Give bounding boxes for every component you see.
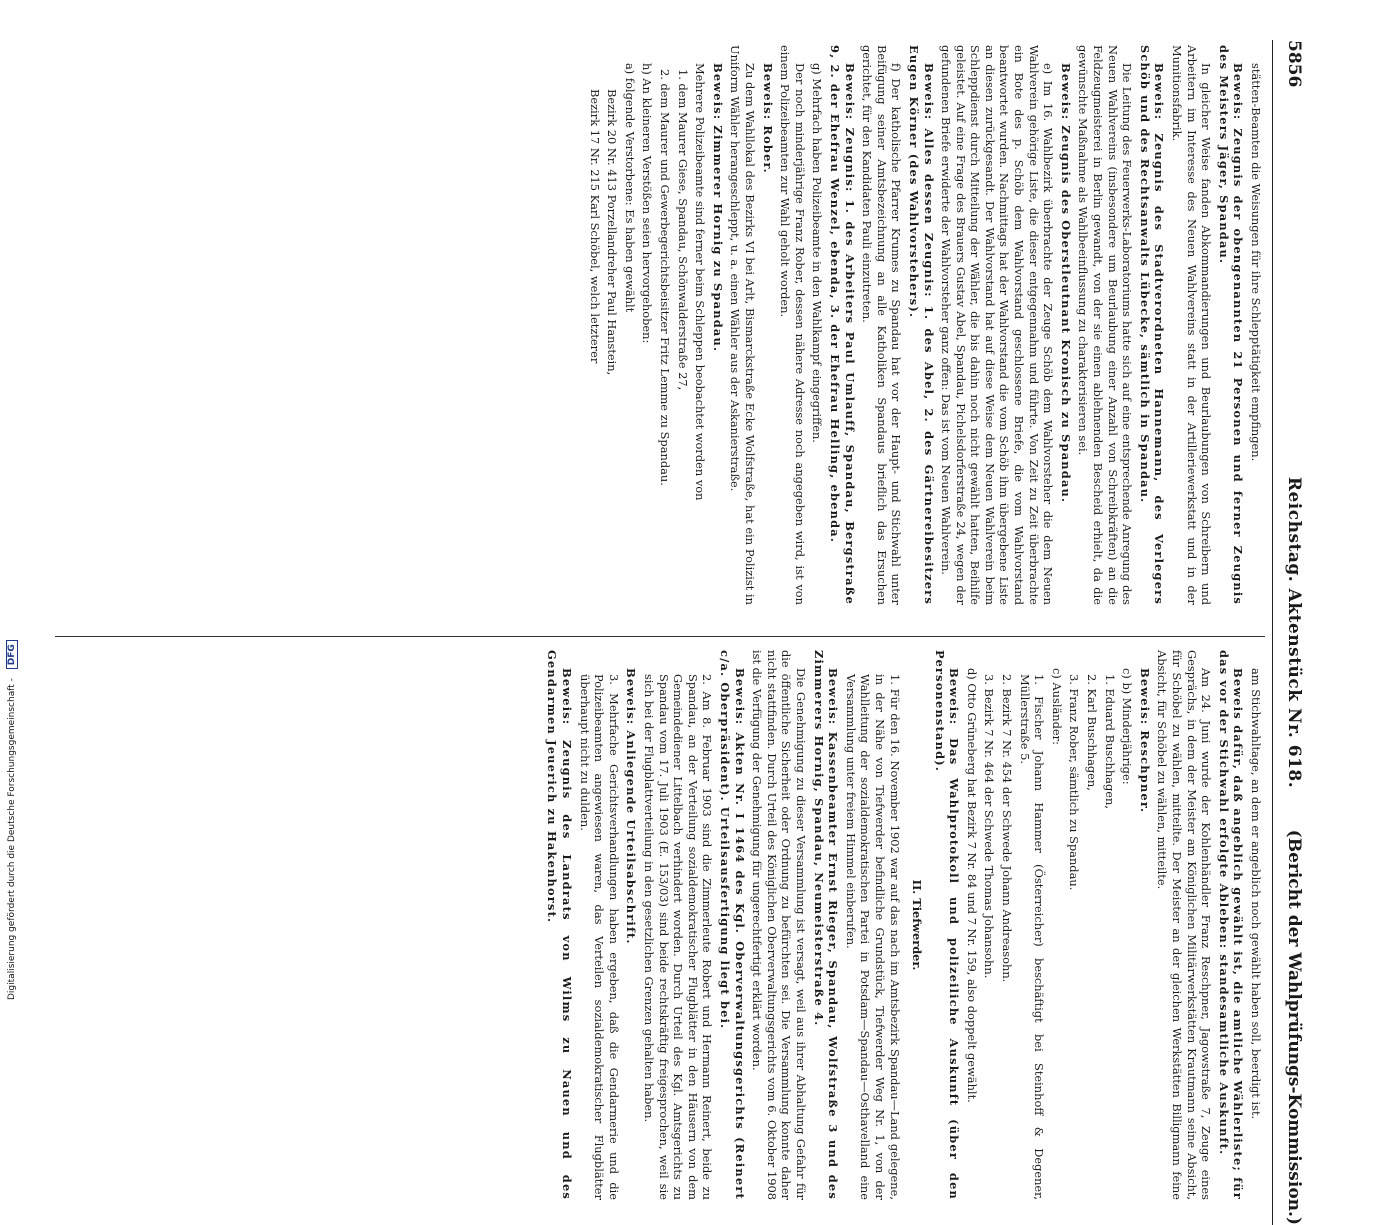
digitization-footer (6, 560, 18, 1000)
paragraph: g) Mehrfach haben Polizeibeamte in den Wahlkampf eingegriffen. (810, 63, 825, 443)
paragraph: 2. dem Maurer und Gewerbegerichtsbeisitzer Fritz Lemme zu Spandau. (658, 69, 673, 486)
paragraph: 3. Bezirk 7 Nr. 464 der Schwede Thomas Johansohn. (982, 674, 997, 979)
paragraph: 1. Eduard Buschhagen, (1102, 674, 1117, 809)
column-divider (55, 636, 1265, 637)
paragraph: Beweis: Kassenbeamter Ernst Rieger, Spandau, Wolfstraße 3 und des Zimmerers Hornig, Spandau, Neumeisterstraße 4. (811, 650, 841, 1200)
paragraph: Beweis: Das Wahlprotokoll und polizeiliche Auskunft (über den Personenstand). (932, 650, 962, 1200)
paragraph: 1. dem Maurer Giese, Spandau, Schönwalderstraße 27, (675, 69, 690, 391)
paragraph: Beweis: Zimmerer Hornig zu Spandau. (710, 63, 725, 353)
paragraph: Beweis: Akten Nr. I 1464 des Kgl. Oberverwaltungsgerichts (Reinert c/a. Oberpräsident). Urteilsausfertigung liegt bei. (718, 650, 747, 1200)
paragraph: 1. Fischer Johann Hammer (Österreicher) beschäftigt bei Steinhoff & Degener, Müllerstraße 5. (1017, 674, 1047, 1200)
paragraph: Beweis: Zeugnis: 1. des Arbeiters Paul Umlauff, Spandau, Bergstraße 9, 2. der Ehefrau Wenzel, ebenda, 3. der Ehefrau Helling, ebenda. (827, 45, 857, 605)
dfg-logo: DFG (6, 640, 18, 669)
paragraph: 2. Bezirk 7 Nr. 454 der Schwede Johann Andreasohn. (1000, 674, 1015, 983)
footer-text: Digitalisierung gefördert durch die Deutsche Forschungsgemeinschaft - (7, 678, 17, 1000)
paragraph: 2. Karl Buschhagen, (1085, 674, 1100, 791)
paragraph: f) Der katholische Pfarrer Krumes zu Spandau hat vor der Haupt- und Stichwahl unter Beifügung seiner Amtsbezeichnung an alle Katholiken Spandaus brieflich das Ersuchen gerichtet, für den Kandidaten Pauli einzutreten. (860, 45, 904, 605)
paragraph: h) An kleineren Verstößen seien hervorgehoben: (640, 63, 655, 344)
paragraph: Beweis dafür, daß angeblich gewählt ist, die amtliche Wählerliste; für das vor der Stichwahl erfolgte Ableben: standesamtliche Auskunft. (1216, 650, 1246, 1200)
paragraph: Die Genehmigung zu dieser Versammlung ist versagt, weil aus ihrer Abhaltung Gefahr für die öffentliche Sicherheit oder Ordnung zu befürchten sei. Die Versammlung konnte daher nicht stattfinden. Durch Urteil des Königlichen Oberverwaltungsgerichts vom 6. Oktober 1908 ist die Verfügung der Genehmigung für ungerechtfertigt erklärt worden. (750, 650, 808, 1200)
paragraph: II. Tiefwerder. (910, 879, 925, 971)
paragraph: am Stichwahltage, an dem er angeblich noch gewählt haben soll, beerdigt ist. (1249, 668, 1263, 1120)
paragraph: Beweis: Zeugnis des Landrats von Wilms zu Nauen und des Gendarmen Jeuerich zu Hakenhorst. (545, 650, 575, 1200)
paragraph: In gleicher Weise fanden Abkommandierungen und Beurlaubungen von Schreibern und Arbeitern im Interesse des Neuen Wahlvereins statt in der Artilleriewerkstatt und in der Munitionsfabrik. (1170, 45, 1214, 605)
paragraph: Die Leitung des Feuerwerks-Laboratoriums hatte sich auf eine entsprechende Anregung des Neuen Wahlvereins (insbesondere um Beurlaubung einer Anzahl von Schreibkräften) an die Feldzeugmeisterei in Berlin gewandt, von der sie einen ablehnenden Bescheid erhielt, da die gewünschte Maßnahme als Wahlbeeinflussung zu charakterisieren sei. (1076, 45, 1135, 605)
paragraph: Bezirk 20 Nr. 413 Porzellandreher Paul Hanstein, (605, 89, 620, 376)
paragraph: 1. Für den 16. November 1902 war auf das nach im Amtsbezirk Spandau—Land gelegene, in der Nähe von Tiefwerder befindliche Grundstück, Tiefwerder Weg Nr. 1, von der Wahlleitung der sozialdemokratischen Partei in Potsdam—Spandau—Osthavelland eine Versammlung unter freiem Himmel einberufen. (843, 674, 902, 1200)
paragraph: Der noch minderjährige Franz Rober, dessen nähere Adresse noch angegeben wird, ist von einem Polizeibeamten zur Wahl geholt worden. (778, 45, 807, 605)
paragraph: Zu dem Wahllokal des Bezirks VI bei Arlt, Bismarckstraße Ecke Wolfstraße, hat ein Polizist in Uniform Wähler herangeschleppt, u. a. einen Wähler aus der Askanierstraße. (728, 45, 757, 605)
paragraph: c) Ausländer: (1049, 668, 1064, 745)
paragraph: a) folgende Verstorbene: Es haben gewählt (622, 63, 637, 313)
paragraph: c) b) Minderjährige: (1120, 668, 1135, 785)
left-column (584, 45, 1263, 605)
paragraph: e) Im 16. Wahlbezirk überbrachte der Zeuge Schöb dem Wahlvorsteher die dem Neuen Wahlverein gehörige Liste, die dieser entgegennahm und führte. Von Zeit zu Zeit überbrachte ein Bote des p. Schöb dem Wahlvorstand geschlossene Briefe, die vom Wahlvorstand beantwortet wurden. Nachmittags hat der Wahlvorstand die vom Schöb ihm übergebene Liste an diesen zurückgesandt. Der Wahlvorstand hat auf diese Weise dem Neuen Wahlverein beim Schleppdienst durch Mitteilung der Wähler, die bis dahin noch nicht gewählt hatten, Beihilfe geleistet. Auf eine Frage des Brauers Gustav Abel, Spandau, Pichelsdorferstraße 24, wegen der gefundenen Briefe erwiderte der Wahlvorsteher ganz offen: Das ist vom Neuen Wahlverein. (939, 45, 1056, 605)
paragraph: 3. Mehrfache Gerichtsverhandlungen haben ergeben, daß die Gendarmerie und die Polizeibeamten angewiesen waren, das Verteilen sozialdemokratischer Flugblätter überhaupt nicht zu dulden. (577, 674, 621, 1200)
paragraph: Beweis: Anliegende Urteilsabschrift. (624, 668, 639, 945)
paragraph: Mehrere Polizeibeamte sind ferner beim Schleppen beobachtet worden von (693, 63, 708, 501)
paragraph: Beweis: Zeugnis des Oberstleutnant Kronisch zu Spandau. (1058, 63, 1073, 504)
page-header (1274, 40, 1308, 1225)
paragraph: Am 24. Juni wurde der Kohlenhändler Franz Reschpner, Jagowstraße 7, Zeuge eines Gesprächs, in dem der Meister am Königlichen Militärwerkstätten Krautmann seine Absicht, für Schöbel zu wählen, mitteilte. Der Meister an der gleichen Werkstätten Billigmann feine Absicht, für Schöbel zu wählen, mitteilte. (1155, 650, 1214, 1200)
page-title: Reichstag. Aktenstück Nr. 618. (1284, 476, 1304, 789)
paragraph: Beweis: Alles dessen Zeugnis: 1. des Abel, 2. des Gärtnereibesitzers Eugen Körner (des Wahlvorstehers). (906, 45, 936, 605)
commission-title: (Bericht der Wahlprüfungs-Kommission.) (1284, 829, 1304, 1225)
paragraph: Beweis: Zeugnis des Stadtverordneten Hannemann, des Verlegers Schöb und des Rechtsanwalts Lübecke, sämtlich in Spandau. (1137, 45, 1167, 605)
header-rule (1272, 40, 1273, 1225)
paragraph: d) Otto Grüneberg hat Bezirk 7 Nr. 84 und 7 Nr. 159, also doppelt gewählt. (964, 668, 979, 1103)
page-number: 5856 (1284, 40, 1304, 88)
paragraph: Beweis: Rober. (760, 63, 775, 174)
paragraph: 3. Franz Rober, sämtlich zu Spandau. (1067, 674, 1082, 891)
paragraph: Bezirk 17 Nr. 215 Karl Schöbel, welch letzterer (587, 89, 602, 364)
paragraph: 2. Am 8. Februar 1903 sind die Zimmerleute Robert und Hermann Reinert, beide zu Spandau, an der Verteilung sozialdemokratischer Flugblätter in den Häusern von dem Gemeindediener Littelbach verhindert worden. Durch Urteil des Kgl. Amtsgerichts zu Spandau vom 17. Juli 1903 (E. 153/03) sind beide rechtskräftig freigesprochen, weil sie sich bei der Flugblattverteilung in den gesetzlichen Grenzen gehalten haben. (642, 674, 715, 1200)
paragraph: Beweis: Zeugnis der obengenannten 21 Personen und ferner Zeugnis des Meisters Jäger, Spandau. (1216, 45, 1246, 605)
paragraph: stätten-Beamten die Weisungen für ihre Schlepptätigkeit empfingen. (1249, 63, 1263, 462)
paragraph: Beweis: Reschpner. (1137, 668, 1152, 814)
right-column (542, 650, 1263, 1200)
